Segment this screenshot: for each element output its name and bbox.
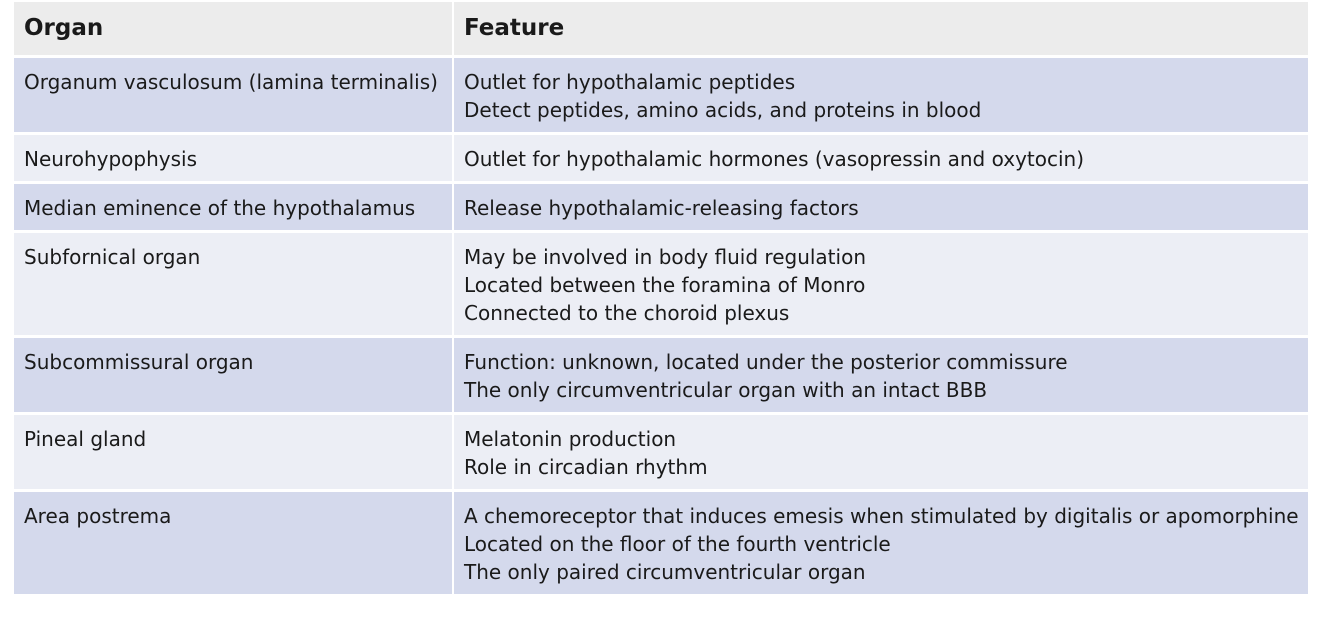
table-row: [14, 337, 1308, 414]
feature-cell: [453, 183, 1308, 232]
feature-line: May be involved in body fluid regulation: [464, 245, 866, 269]
feature-line: The only paired circumventricular organ: [464, 560, 866, 584]
feature-line: Located on the floor of the fourth ventricle: [464, 532, 891, 556]
feature-cell: [453, 491, 1308, 596]
organ-cell: Organum vasculosum (lamina terminalis): [14, 57, 453, 134]
feature-line: A chemoreceptor that induces emesis when stimulated by digitalis or apomorphine: [464, 504, 1299, 528]
table-row: [14, 134, 1308, 183]
table-row: [14, 414, 1308, 491]
organ-feature-table: [14, 2, 1308, 597]
feature-line: The only circumventricular organ with an intact BBB: [464, 378, 988, 402]
column-header-feature: Feature: [453, 2, 1308, 57]
table-row: [14, 57, 1308, 134]
feature-line: Detect peptides, amino acids, and proteins in blood: [464, 98, 982, 122]
organ-cell: Neurohypophysis: [14, 134, 453, 183]
organ-feature-table-container: [14, 2, 1308, 597]
table-header-row: [14, 2, 1308, 57]
feature-line: Release hypothalamic-releasing factors: [464, 196, 859, 220]
organ-cell: Median eminence of the hypothalamus: [14, 183, 453, 232]
feature-line: Outlet for hypothalamic peptides: [464, 70, 796, 94]
feature-line: Function: unknown, located under the posterior commissure: [464, 350, 1068, 374]
feature-line: Outlet for hypothalamic hormones (vasopressin and oxytocin): [464, 147, 1085, 171]
feature-cell: [453, 134, 1308, 183]
table-row: [14, 491, 1308, 596]
organ-cell: Subcommissural organ: [14, 337, 453, 414]
column-header-organ: Organ: [14, 2, 453, 57]
feature-line: Melatonin production: [464, 427, 677, 451]
feature-line: Connected to the choroid plexus: [464, 301, 790, 325]
organ-cell: Subfornical organ: [14, 232, 453, 337]
feature-cell: [453, 232, 1308, 337]
feature-line: Located between the foramina of Monro: [464, 273, 866, 297]
table-row: [14, 183, 1308, 232]
table-row: [14, 232, 1308, 337]
table-body: [14, 57, 1308, 596]
organ-cell: Pineal gland: [14, 414, 453, 491]
feature-line: Role in circadian rhythm: [464, 455, 708, 479]
feature-cell: [453, 337, 1308, 414]
organ-cell: Area postrema: [14, 491, 453, 596]
feature-cell: [453, 57, 1308, 134]
feature-cell: [453, 414, 1308, 491]
